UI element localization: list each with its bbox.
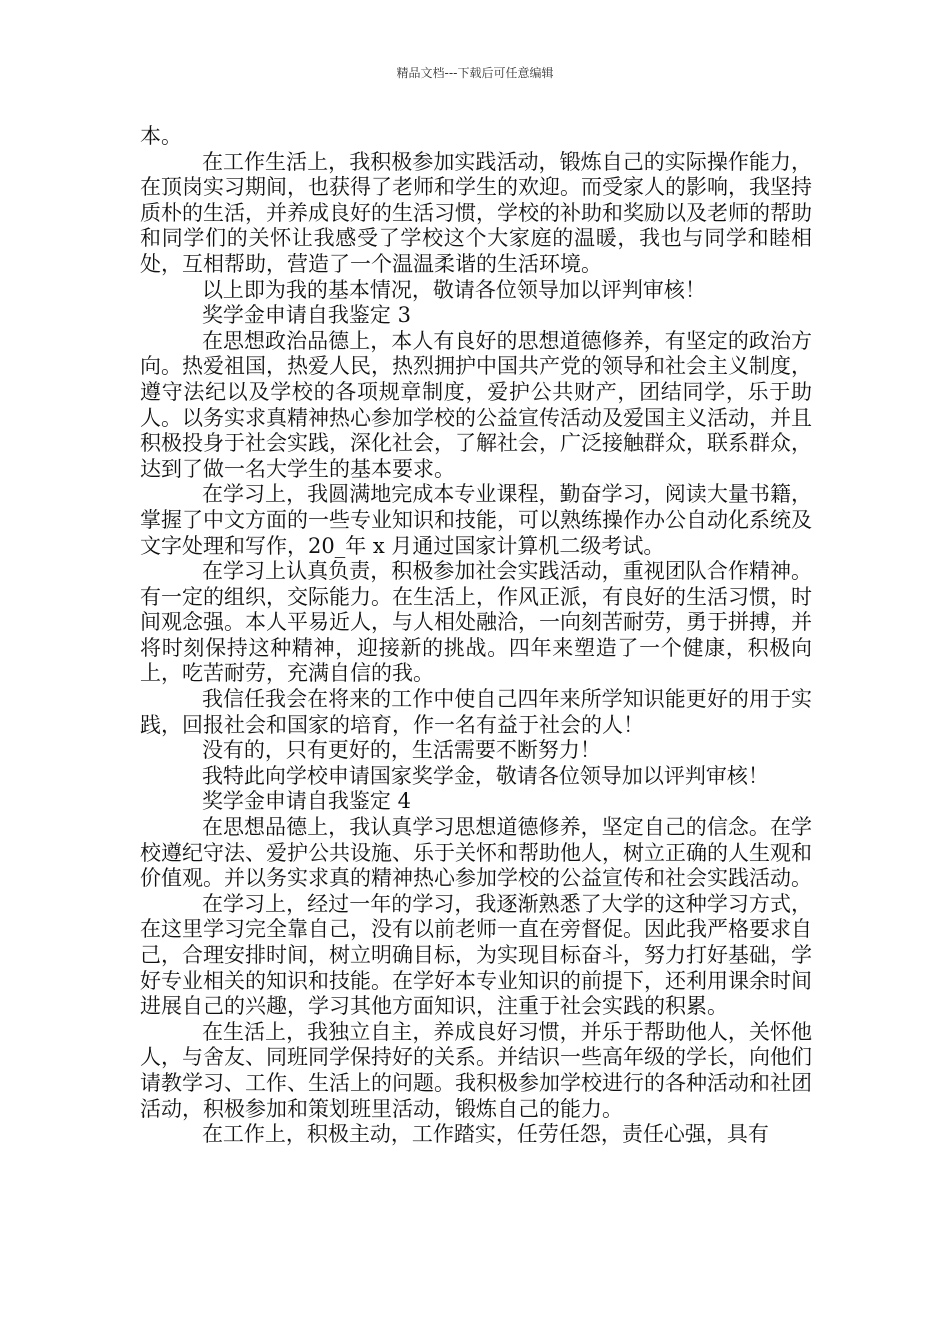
- paragraph: 以上即为我的基本情况，敬请各位领导加以评判审核！: [201, 277, 706, 302]
- paragraph: 在生活上，我独立自主，养成良好习惯，并乐于帮助他人，关怀他人，与舍友、同班同学保持好的关系。并结识一些高年级的学长，向他们请教学习、工作、生活上的问题。我积极参加学校进行的各种活动和社团活动，积极参加和策划班里活动，锻炼自己的能力。: [140, 1019, 812, 1121]
- paragraph: 在学习上，经过一年的学习，我逐渐熟悉了大学的这种学习方式，在这里学习完全靠自己，没有以前老师一直在旁督促。因此我严格要求自己，合理安排时间，树立明确目标，为实现目标奋斗，努力打好基础，学好专业相关的知识和技能。在学好本专业知识的前提下，还利用课余时间进展自己的兴趣，学习其他方面知识，注重于社会实践的积累。: [140, 891, 812, 1019]
- paragraph: 在思想品德上，我认真学习思想道德修养，坚定自己的信念。在学校遵纪守法、爱护公共设施、乐于关怀和帮助他人，树立正确的人生观和价值观。并以务实求真的精神热心参加学校的公益宣传和社会实践活动。: [140, 815, 812, 891]
- paragraph: 在工作生活上，我积极参加实践活动，锻炼自己的实际操作能力，在顶岗实习期间，也获得了老师和学生的欢迎。而受家人的影响，我坚持质朴的生活，并养成良好的生活习惯，学校的补助和奖励以及老师的帮助和同学们的关怀让我感受了学校这个大家庭的温暖，我也与同学和睦相处，互相帮助，营造了一个温温柔谐的生活环境。: [140, 149, 812, 276]
- section-heading: 奖学金申请自我鉴定 3: [201, 303, 411, 328]
- paragraph: 本。: [140, 124, 182, 148]
- paragraph: 没有的，只有更好的，生活需要不断努力！: [201, 738, 601, 763]
- paragraph: 在工作上，积极主动，工作踏实，任劳任怨，责任心强，具有: [201, 1122, 769, 1147]
- paragraph: 我特此向学校申请国家奖学金，敬请各位领导加以评判审核！: [201, 763, 769, 788]
- paragraph: 在学习上认真负责，积极参加社会实践活动，重视团队合作精神。有一定的组织，交际能力。在生活上，作风正派，有良好的生活习惯，时间观念强。本人平易近人，与人相处融洽，一向刻苦耐劳，勇于拼搏，并将时刻保持这种精神，迎接新的挑战。四年来塑造了一个健康，积极向上，吃苦耐劳，充满自信的我。: [140, 559, 812, 686]
- document-body: [140, 124, 812, 1148]
- page-header: 精品文档---下载后可任意编辑: [396, 66, 554, 80]
- section-heading: 奖学金申请自我鉴定 4: [201, 789, 411, 814]
- paragraph: 我信任我会在将来的工作中使自己四年来所学知识能更好的用于实践，回报社会和国家的培育，作一名有益于社会的人！: [140, 687, 812, 737]
- paragraph: 在思想政治品德上，本人有良好的思想道德修养，有坚定的政治方向。热爱祖国，热爱人民，热烈拥护中国共产党的领导和社会主义制度，遵守法纪以及学校的各项规章制度，爱护公共财产，团结同学，乐于助人。以务实求真精神热心参加学校的公益宣传活动及爱国主义活动，并且积极投身于社会实践，深化社会，了解社会，广泛接触群众，联系群众，达到了做一名大学生的基本要求。: [140, 328, 812, 481]
- paragraph: 在学习上，我圆满地完成本专业课程，勤奋学习，阅读大量书籍，掌握了中文方面的一些专业知识和技能，可以熟练操作办公自动化系统及文字处理和写作，20_年 x 月通过国家计算机二级考试。: [140, 482, 812, 558]
